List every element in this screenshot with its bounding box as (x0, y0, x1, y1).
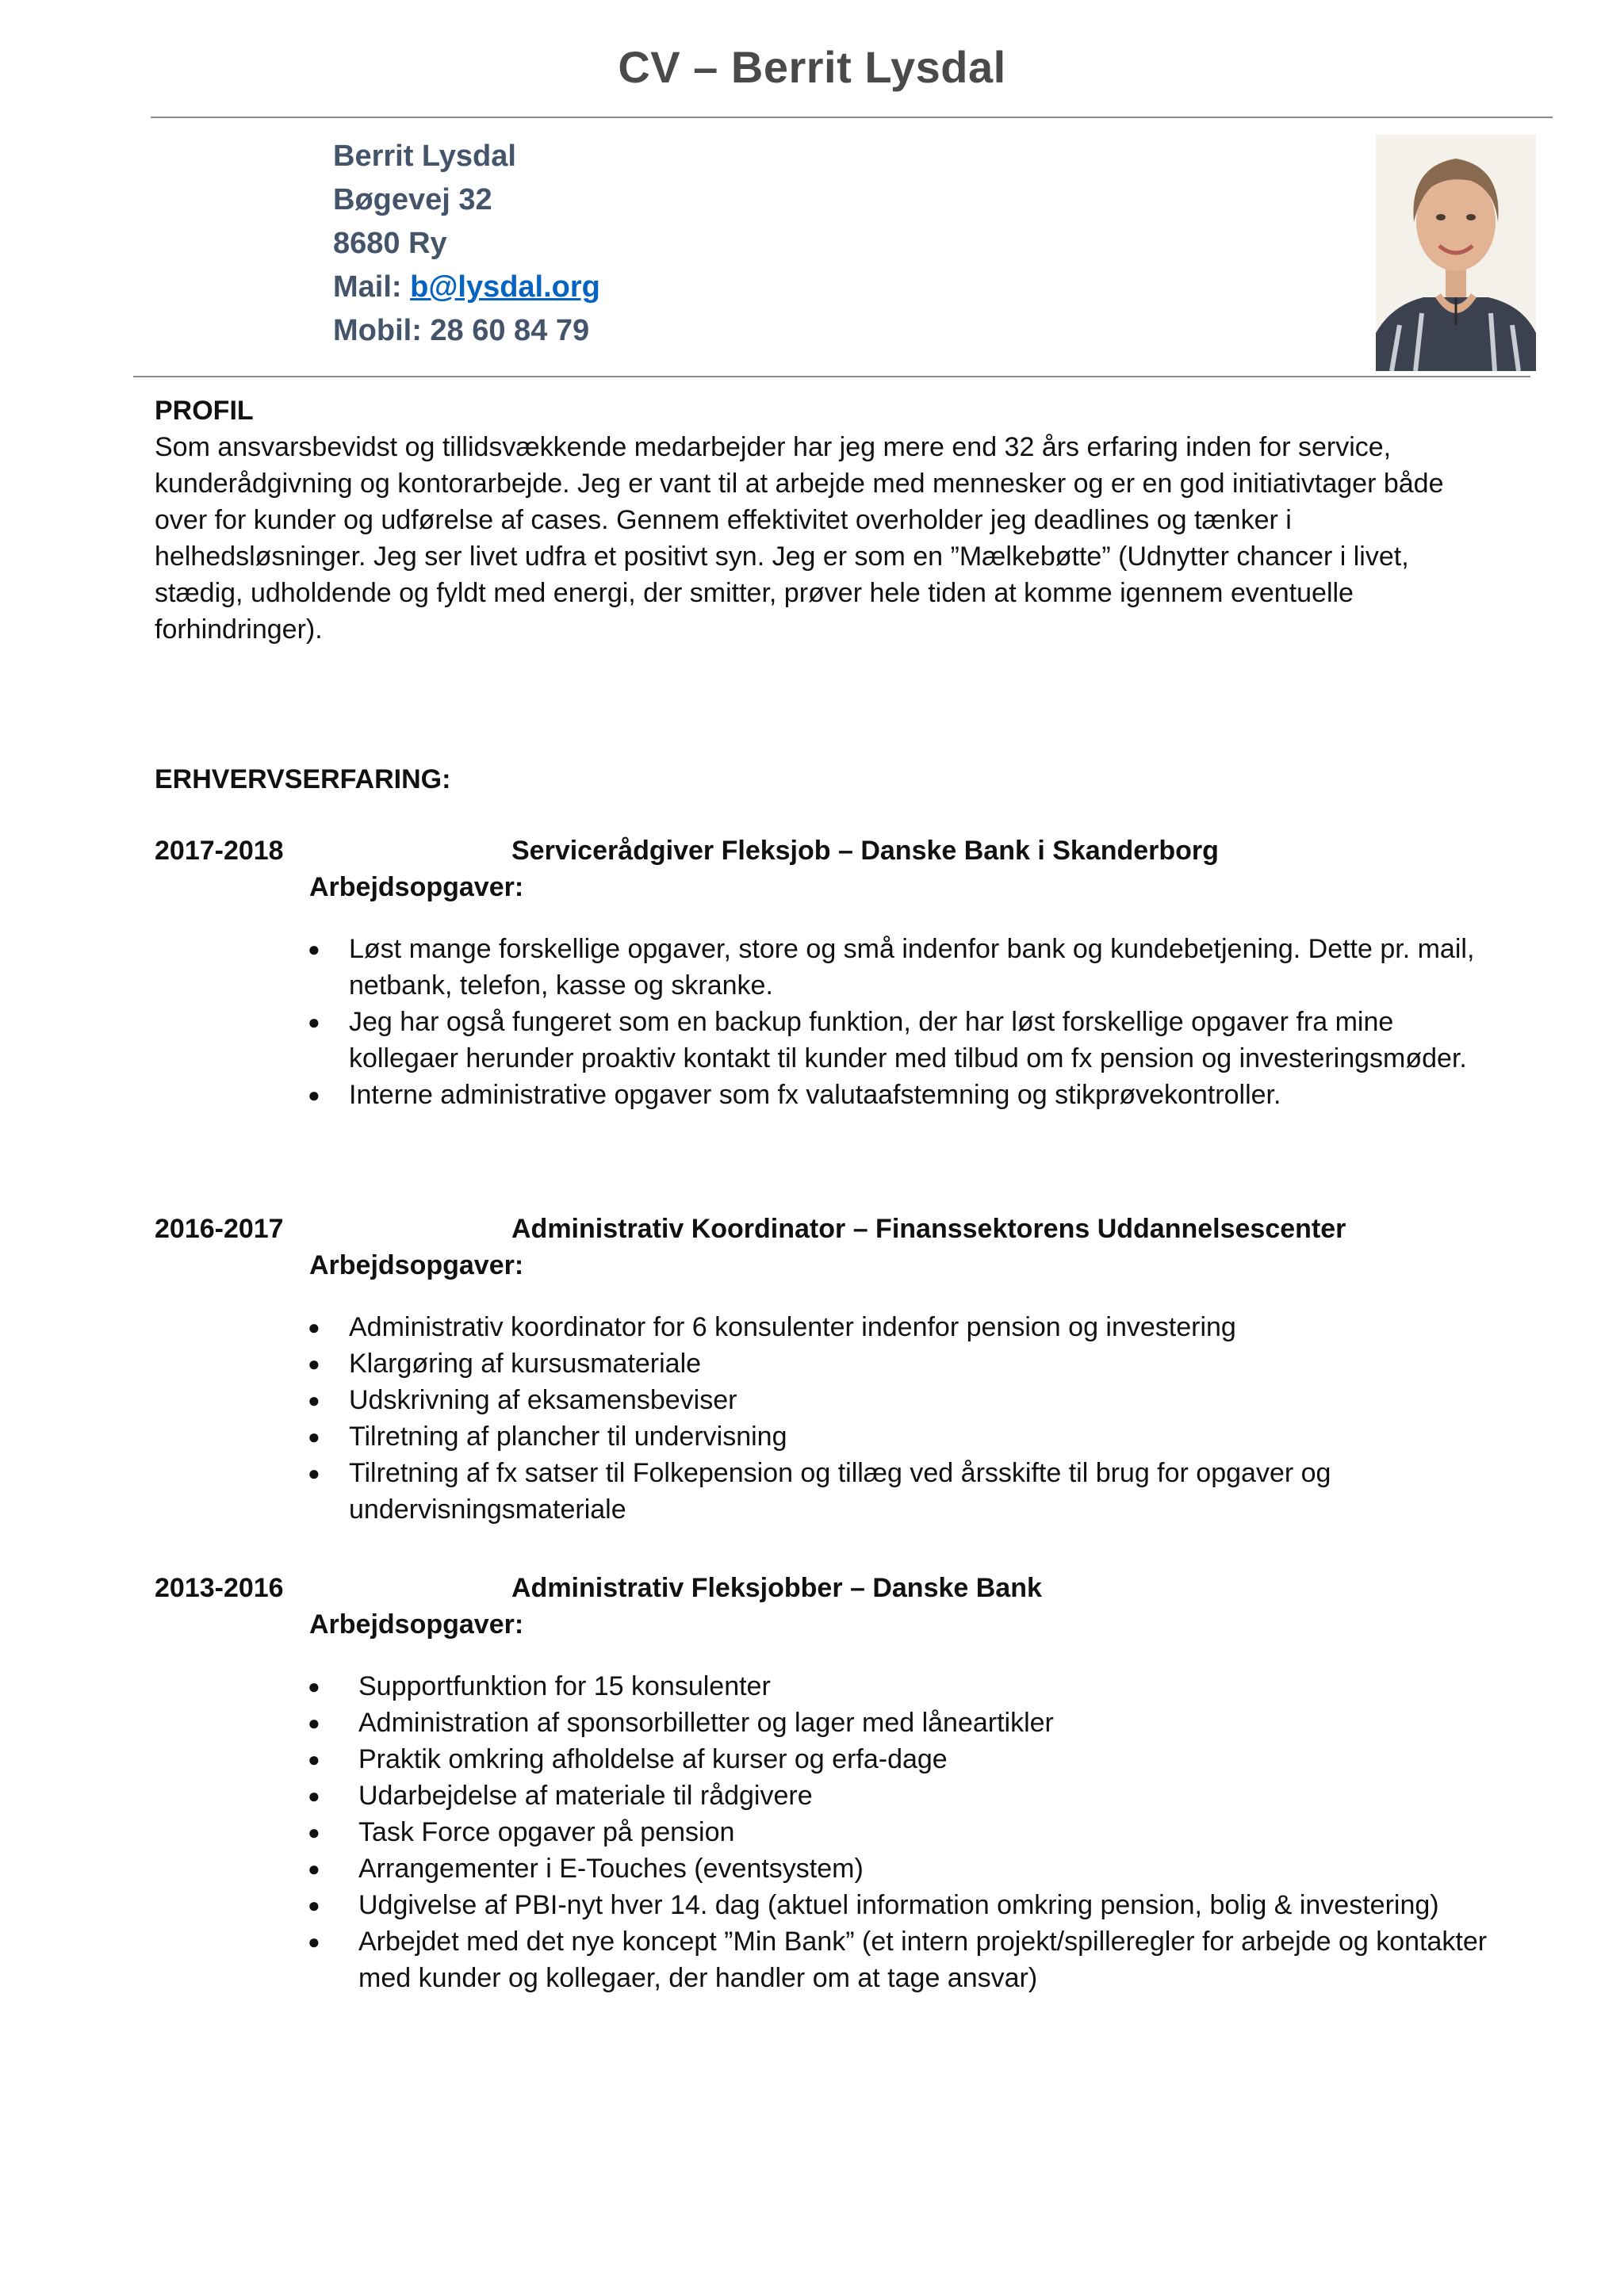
contact-mobile: Mobil: 28 60 84 79 (333, 314, 590, 347)
list-item: ● Administrativ koordinator for 6 konsulenter indenfor pension og investering (349, 1309, 1475, 1345)
task-list (308, 1668, 1500, 1996)
bullet-icon: ● (308, 937, 320, 961)
mail-link[interactable]: b@lysdal.org (410, 270, 600, 304)
bullet-icon: ● (308, 1857, 320, 1881)
portrait-image (1376, 135, 1536, 371)
list-item: ● Klargøring af kursusmateriale (349, 1345, 1475, 1382)
list-item: ● Praktik omkring afholdelse af kurser og erfa-dage (358, 1741, 1500, 1777)
task-list (308, 1309, 1475, 1528)
list-item: ● Tilretning af plancher til undervisning (349, 1418, 1475, 1455)
list-item: ● Løst mange forskellige opgaver, store og små indenfor bank og kundebetjening. Dette pr. mail, netbank, telefon, kasse og skranke. (349, 931, 1475, 1004)
profile-section (155, 392, 1463, 648)
mail-label: Mail: (333, 270, 411, 304)
bullet-icon: ● (308, 1425, 320, 1448)
list-item: ● Administration af sponsorbilletter og lager med låneartikler (358, 1705, 1500, 1741)
contact-mail-line (333, 266, 600, 309)
bullet-icon: ● (308, 1893, 320, 1917)
list-item: ● Arrangementer i E-Touches (eventsystem) (358, 1850, 1500, 1887)
job-title: Servicerådgiver Fleksjob – Danske Bank i Skanderborg (511, 836, 1219, 866)
page-title: CV – Berrit Lysdal (618, 42, 1006, 92)
bullet-icon: ● (308, 1083, 320, 1107)
contact-name: Berrit Lysdal (333, 140, 516, 173)
header-divider (151, 117, 1553, 118)
job-tasks-label: Arbejdsopgaver: (309, 1609, 524, 1640)
list-item: ● Udskrivning af eksamensbeviser (349, 1382, 1475, 1418)
contact-divider (133, 376, 1530, 377)
experience-heading: ERHVERVSERFARING: (155, 764, 451, 794)
bullet-icon: ● (308, 1352, 320, 1376)
bullet-icon: ● (308, 1315, 320, 1339)
bullet-icon: ● (308, 1388, 320, 1412)
bullet-icon: ● (308, 1461, 320, 1485)
profile-photo (1376, 135, 1536, 371)
list-item: ● Arbejdet med det nye koncept ”Min Bank” (et intern projekt/spilleregler for arbejde og kontakter med kunder og kollegaer, der handler om at tage ansvar) (358, 1923, 1500, 1996)
list-item: ● Supportfunktion for 15 konsulenter (358, 1668, 1500, 1705)
list-item: ● Tilretning af fx satser til Folkepension og tillæg ved årsskifte til brug for opgaver og undervisningsmateriale (349, 1455, 1475, 1528)
contact-street: Bøgevej 32 (333, 183, 492, 216)
bullet-icon: ● (308, 1930, 320, 1954)
job-years: 2017-2018 (155, 836, 284, 866)
bullet-icon: ● (308, 1010, 320, 1034)
bullet-icon: ● (308, 1820, 320, 1844)
job-years: 2013-2016 (155, 1573, 284, 1603)
contact-city: 8680 Ry (333, 227, 447, 260)
bullet-icon: ● (308, 1674, 320, 1698)
task-list (308, 931, 1475, 1113)
contact-block (333, 135, 600, 353)
bullet-icon: ● (308, 1747, 320, 1771)
job-tasks-label: Arbejdsopgaver: (309, 872, 524, 902)
bullet-icon: ● (308, 1711, 320, 1735)
job-tasks-label: Arbejdsopgaver: (309, 1250, 524, 1280)
list-item: ● Jeg har også fungeret som en backup funktion, der har løst forskellige opgaver fra mine kollegaer herunder proaktiv kontakt til kunder med tilbud om fx pension og investeringsmøder. (349, 1004, 1475, 1077)
job-title: Administrativ Fleksjobber – Danske Bank (511, 1573, 1042, 1603)
bullet-icon: ● (308, 1784, 320, 1808)
job-years: 2016-2017 (155, 1214, 284, 1244)
list-item: ● Task Force opgaver på pension (358, 1814, 1500, 1850)
job-title: Administrativ Koordinator – Finanssektorens Uddannelsescenter (511, 1214, 1346, 1244)
profile-text: Som ansvarsbevidst og tillidsvækkende medarbejder har jeg mere end 32 års erfaring inden for service, kunderådgivning og kontorarbejde. Jeg er vant til at arbejde med mennesker og er en god initiativtager både over for kunder og udførelse af cases. Gennem effektivitet overholder jeg deadlines og tænker i helhedsløsninger. Jeg ser livet udfra et positivt syn. Jeg er som en ”Mælkebøtte” (Udnytter chancer i livet, stædig, udholdende og fyldt med energi, der smitter, prøver hele tiden at komme igennem eventuelle forhindringer). (155, 432, 1444, 645)
list-item: ● Interne administrative opgaver som fx valutaafstemning og stikprøvekontroller. (349, 1077, 1475, 1113)
profile-heading: PROFIL (155, 396, 254, 426)
list-item: ● Udarbejdelse af materiale til rådgivere (358, 1777, 1500, 1814)
list-item: ● Udgivelse af PBI-nyt hver 14. dag (aktuel information omkring pension, bolig & investering) (358, 1887, 1500, 1923)
